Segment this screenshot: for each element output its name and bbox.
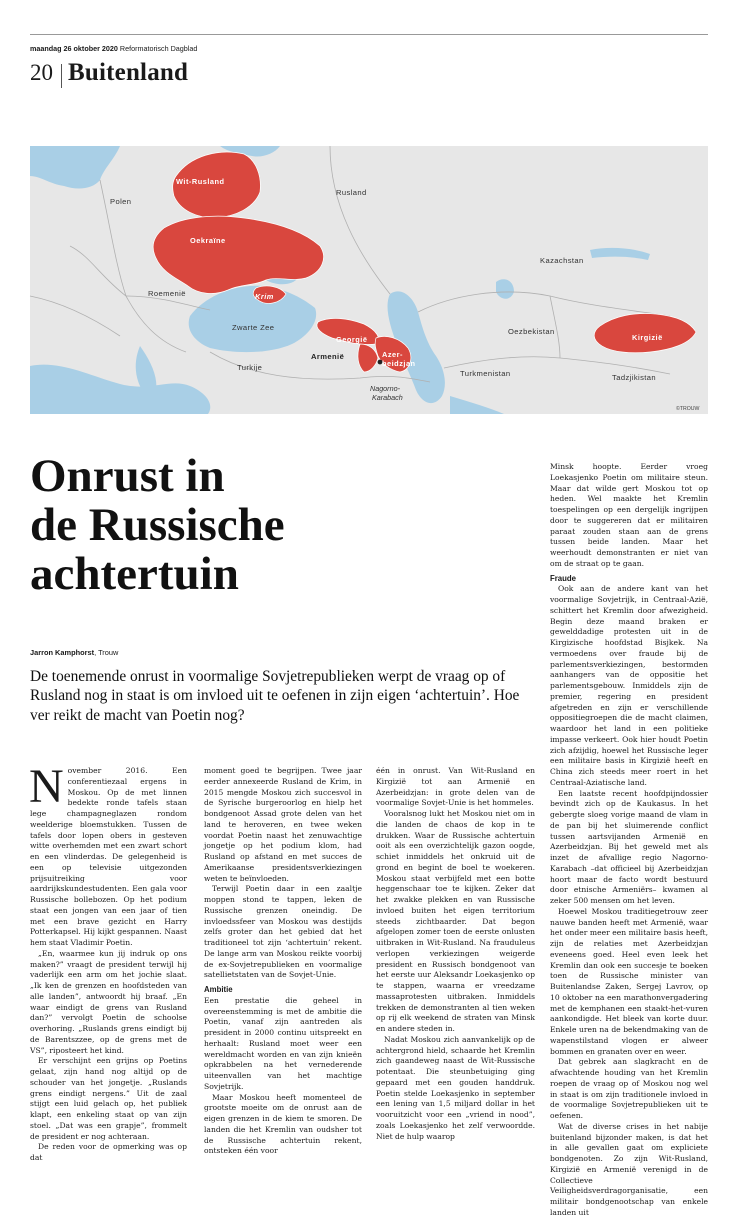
label-nagorno-2: Karabach <box>372 393 403 402</box>
label-kazachstan: Kazachstan <box>540 256 584 265</box>
label-wit-rusland: Wit-Rusland <box>176 177 225 186</box>
headline <box>30 452 410 599</box>
label-azerbeidzjan-2: beidzjan <box>382 359 416 368</box>
dateline <box>30 44 197 53</box>
label-kirgizie: Kirgizië <box>632 333 663 342</box>
article-column-3 <box>376 766 535 1142</box>
page-number: 20 <box>30 60 53 85</box>
label-rusland: Rusland <box>336 188 367 197</box>
article-column-1 <box>29 760 187 1164</box>
label-turkmenistan: Turkmenistan <box>460 369 511 378</box>
body-paragraph: Minsk hoopte. Eerder vroeg Loekasjenko Poetin om militaire steun. Maar dat wilde gert Moskou tot op heden. Wel maakte het Kremlin toespelingen op een dergelijk ingrijpen door te suggereren dat er militairen paraat zouden staan aan de grens tussen beide landen. Maar het weerhoudt demonstranten er niet van om de straat op te gaan. <box>550 462 708 568</box>
body-paragraph: Vooralsnog lukt het Moskou niet om in die landen de chaos de kop in te drukken. Waar de Russische achtertuin ooit als een overzichtelijk gazon oogde, schiet inmiddels het onkruid uit de grond en begint de boel te woekeren. Moskou staat verbijfeld met een botte heggenschaar toe te kijken. Zeker dat het zwakke plekken en van Russische invloed buiten het eigen territorium steeds zichtbaarder. Dat begon afgelopen zomer toen de eerste onlusten uitbraken in Wit-Rusland. Na frauduleus verlopen verkiezingen weigerde president en Russisch bondgenoot van het eerste uur Aleksandr Loekasjenko op te stappen, waarna er vreedzame massaprotesten uitbraken. Inmiddels trekken de demonstranten al tien weken op rij elk weekend de straten van Minsk en andere steden in. <box>376 809 535 1033</box>
label-georgie: Georgië <box>336 335 368 344</box>
top-rule <box>30 34 708 35</box>
body-paragraph: Terwijl Poetin daar in een zaaltje moppen stond te tappen, leken de Russische grenzen oneindig. De invloedssfeer van Moskou was destijds zelfs groter dan het gebied dat het traditioneel tot zijn ‘achtertuin’ rekent. De lange arm van Moskou reikte voorbij de ex-Sovjetrepublieken en voormalige satellietstaten van de Sovjet-Unie. <box>204 884 362 980</box>
newspaper-name: Reformatorisch Dagblad <box>119 44 198 53</box>
label-oezbekistan: Oezbekistan <box>508 327 555 336</box>
page-separator <box>61 64 62 88</box>
author-name: Jarron Kamphorst <box>30 648 95 657</box>
label-zwarte-zee: Zwarte Zee <box>232 323 275 332</box>
headline-line-3: achtertuin <box>30 548 239 600</box>
article-column-2 <box>204 766 362 1157</box>
lead-paragraph: De toenemende onrust in voormalige Sovjetrepublieken werpt de vraag op of Rusland nog in staat is om invloed uit te oefenen in zijn eigen ‘achtertuin’. Hoe ver reikt de macht van Poetin nog? <box>30 668 520 724</box>
label-krim: Krim <box>255 292 274 301</box>
body-paragraph: Een prestatie die geheel in overeenstemming is met de ambitie die Poetin, vanaf zijn aantreden als president in 2000 continu uitspreekt en herhaalt: Rusland moet weer een wereldmacht worden en van zijn knieën opkrabbelen na het vernederende uiteenvallen van het machtige Sovjetrijk. <box>204 995 362 1091</box>
body-paragraph: Maar Moskou heeft momenteel de grootste moeite om de onrust aan de eigen grenzen in de kiem te smoren. De landen die het Kremlin van oudsher tot de Russische achtertuin rekent, ontsteken één voor <box>204 1092 362 1156</box>
byline-source: Trouw <box>98 648 119 657</box>
body-paragraph: Er verschijnt een grijns op Poetins gelaat, zijn hand nog altijd op de schouder van het jongetje. „Ruslands grens eindigt nergens.” Uit de zaal stijgt een luid gelach op, het publiek klapt, een enkeling staat op van zijn stoel. „Dat was een grapje”, frommelt de president er nog achteraan. <box>30 1056 187 1141</box>
byline: Jarron Kamphorst, Trouw <box>30 648 119 657</box>
drop-cap: N <box>29 760 64 813</box>
body-paragraph: moment goed te begrijpen. Twee jaar eerder annexeerde Rusland de Krim, in 2015 mengde Moskou zich succesvol in de Syrische burgeroorlog en hielp het bondgenoot Assad grote delen van het land te heroveren, en twee weken voordat Poetin naast het zenuwachtige jongetje op het podium klom, had Rusland op afstand en met succes de Amerikaanse presidentsverkiezingen weten te beïnvloeden. <box>204 766 362 883</box>
label-roemenie: Roemenië <box>148 289 186 298</box>
headline-line-2: de Russische <box>30 499 285 551</box>
issue-date: maandag 26 oktober 2020 <box>30 44 118 53</box>
article-column-4 <box>550 462 708 1219</box>
label-turkije: Turkije <box>237 363 263 372</box>
body-paragraph: Dat gebrek aan slagkracht en de afwachtende houding van het Kremlin roepen de vraag op of Moskou nog wel in staat is om zijn traditionele invloed in de voormalige Sovjetrepublieken uit te oefenen. <box>550 1057 708 1120</box>
label-armenie: Armenië <box>311 352 345 361</box>
map-credit: ©TROUW <box>676 406 700 412</box>
label-tadzjikistan: Tadzjikistan <box>612 373 657 382</box>
body-paragraph: Ook aan de andere kant van het voormalige Sovjetrijk, in Centraal-Azië, schittert het Kremlin door afwezigheid. Begin deze maand braken er gewelddadige protesten uit in de Kirgizische hoofdstad Bisjkek. Na vermoedens over fraude bij de parlementsverkiezingen, bestormden aanhangers van de oppositie het parlementsgebouw. Inmiddels zijn de premier, regering en president afgetreden en zijn er verschillende oppositiegroepen die de macht claimen, waardoor het land in een politieke impasse verkeert. Ook hier houdt Poetin zich afzijdig, hoewel het Russische leger een militaire basis in Kirgizië heeft en China zich steeds meer roert in het Centraal-Aziatische land. <box>550 584 708 787</box>
body-paragraph: Wat de diverse crises in het nabije buitenland bijzonder maken, is dat het in alle gevallen gaat om expliciete bondgenoten. Zo zijn Wit-Rusland, Kirgizië en Armenië verenigd in de Collectieve Veiligheidsverdragorganisatie, een militair bondgenootschap van enkele landen uit <box>550 1121 708 1217</box>
label-oekraine: Oekraïne <box>190 236 226 245</box>
section-title: Buitenland <box>68 59 189 86</box>
body-paragraph: „En, waarmee kun jij indruk op ons maken?” vraagt de president terwijl hij vaderlijk een arm om het jochie slaat. „Ik ken de grenzen en hoofdsteden van alle landen”, antwoordt hij braaf. „En waar eindigt de grens van Rusland dan?” vervolgt Poetin de schoolse overhoring. „Ruslands grens eindigt bij de Barentszzee, op de grens met de VS”, riposteert het kind. <box>30 948 187 1055</box>
subheading-fraude: Fraude <box>550 573 576 583</box>
body-paragraph: Hoewel Moskou traditiegetrouw zeer nauwe banden heeft met Armenië, waar het onder meer een militaire basis heeft, zijn de relaties met Azerbeidzjan eveneens goed. Heel even leek het Kremlin dan ook een succesje te boeken toen de Russische minister van Buitenlandse Zaken, Sergej Lavrov, op 10 oktober na een marathonvergadering met de kemphanen een staakt-het-vuren aankondigde. Het bleek van korte duur. Enkele uren na de bekendmaking van de wapenstilstand vlogen er alweer bommen en granaten over en weer. <box>550 906 708 1056</box>
label-nagorno-1: Nagorno- <box>370 384 400 393</box>
body-paragraph: Een laatste recent hoofdpijndossier bevindt zich op de Kaukasus. In het gebergte sloeg vorige maand de vlam in de pan bij het sluimerende conflict tussen aartsvijanden Armenië en Azerbeidzjan. Bij het geweld met als inzet de afvallige regio Nagorno-Karabach –dat officieel bij Azerbeidzjan hoort maar de facto wordt bestuurd door etnische Armeniërs– kwamen al zeker 500 mensen om het leven. <box>550 788 708 905</box>
body-paragraph: De reden voor de opmerking was op dat <box>30 1142 187 1162</box>
body-paragraph: Nadat Moskou zich aanvankelijk op de achtergrond hield, schaarde het Kremlin zich gaandeweg naast de Wit-Russische potentaat. Die steunbetuiging ging gepaard met een gouden handdruk. Poetin stelde Loekasjenko in september een lening van 1,5 miljard dollar in het vooruitzicht voor een „vriend in nood”, zoals Loekasjenko het zelf verwoordde. Niet de hulp waarop <box>376 1034 535 1141</box>
label-polen: Polen <box>110 197 132 206</box>
body-paragraph: ovember 2016. Een conferentiezaal ergens in Moskou. Op de met linnen bedekte ronde tafels staan lege champagneglazen rondom weelderige bloemstukken. Tussen de tafels door lopen obers in gesteven witte overhemden met een zwart schort en een vlinderdas. De gelegenheid is een op televisie uitgezonden prijsuitreiking voor aardrijkskundestudenten. Een gala voor Russische bollebozen. Op het podium staat een jongen van een jaar of tien met een brave gezicht en Harry Potterkapsel. Hij kijkt gespannen. Naast hem staat Vladimir Poetin. <box>30 766 187 947</box>
label-azerbeidzjan-1: Azer- <box>382 350 403 359</box>
body-paragraph: één in onrust. Van Wit-Rusland en Kirgizië tot aan Armenië en Azerbeidzjan: in grote delen van de voormalige Sovjet-Unie is het hommeles. <box>376 766 535 808</box>
region-map <box>30 146 708 414</box>
headline-line-1: Onrust in <box>30 450 225 502</box>
subheading-ambitie: Ambitie <box>204 985 233 994</box>
